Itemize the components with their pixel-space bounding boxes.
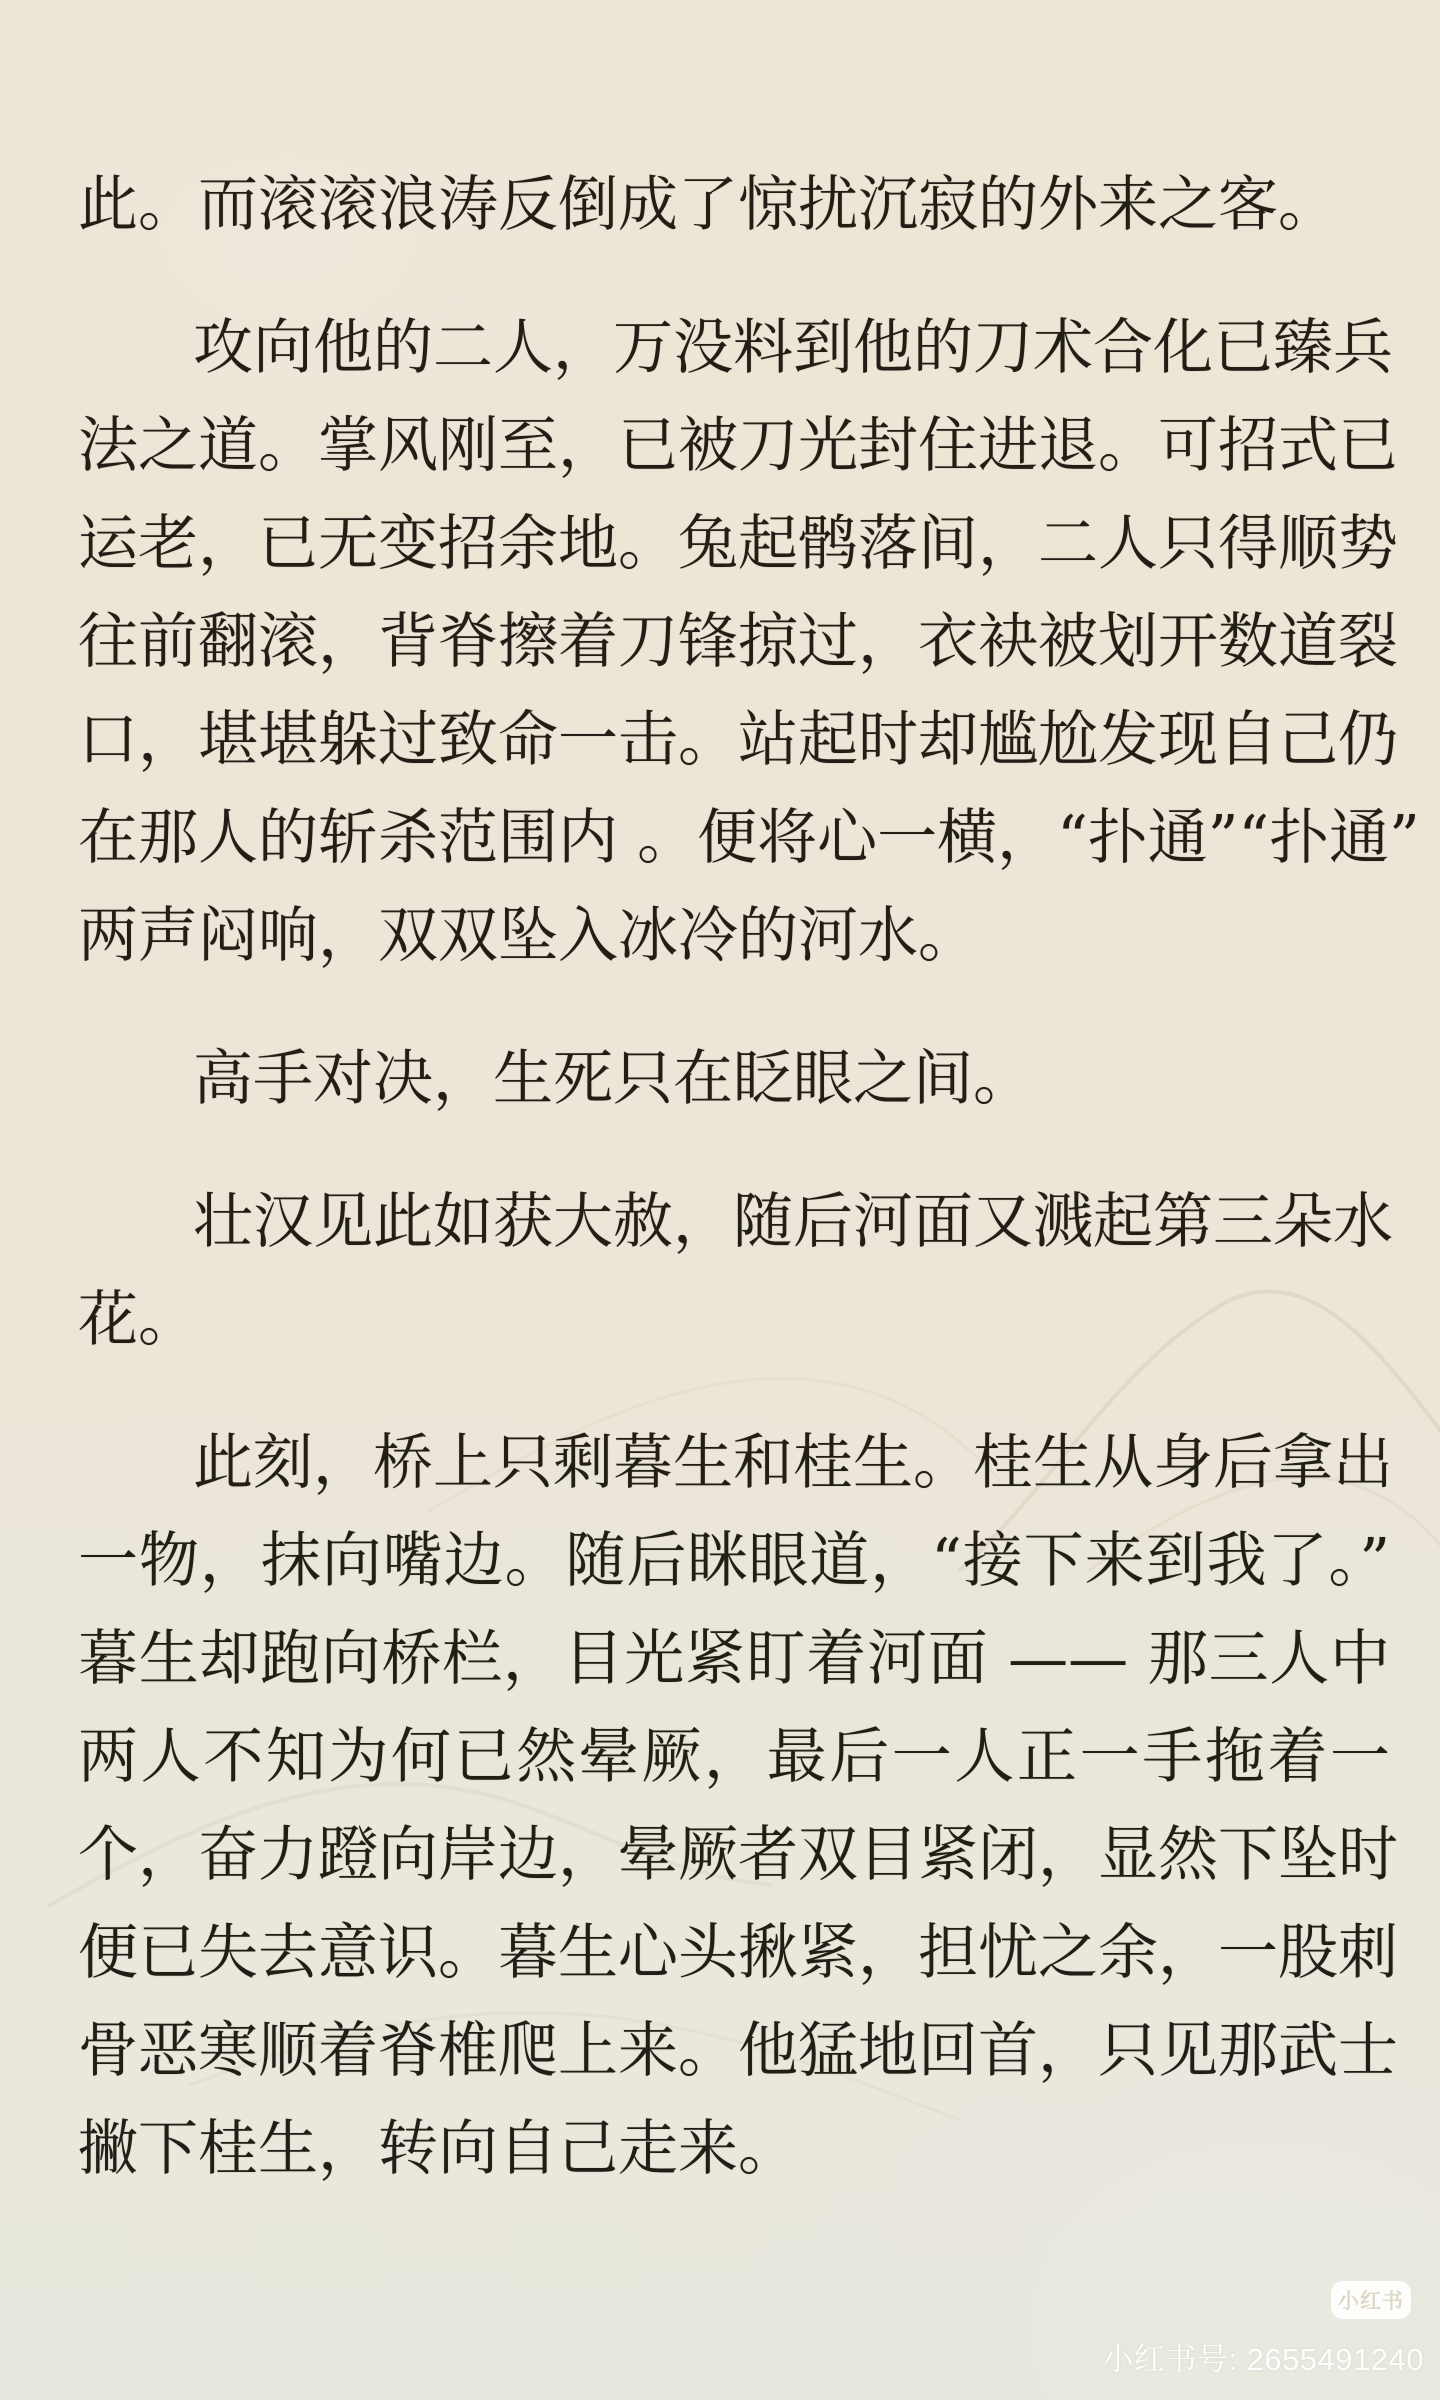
text-line: 口，堪堪躲过致命一击。站起时却尴尬发现自己仍 [78, 705, 1398, 775]
paragraph [78, 1414, 1398, 2198]
text-line: 花。 [78, 1285, 198, 1355]
xiaohongshu-badge-label: 小红书 [1338, 2290, 1404, 2313]
xiaohongshu-badge [1331, 2281, 1411, 2319]
text-line: 攻向他的二人，万没料到他的刀术合化已臻兵 [193, 313, 1393, 383]
text-line: 壮汉见此如获大赦，随后河面又溅起第三朵水 [193, 1187, 1393, 1257]
paragraph [78, 1030, 1390, 1128]
text-line: 两人不知为何已然晕厥，最后一人正一手拖着一 [78, 1722, 1390, 1792]
text-line: 此刻，桥上只剩暮生和桂生。桂生从身后拿出 [193, 1428, 1393, 1498]
text-line: 运老，已无变招余地。兔起鹘落间，二人只得顺势 [78, 509, 1398, 579]
text-line: 在那人的斩杀范围内 。便将心一横，“扑通”“扑通” [78, 803, 1420, 873]
text-line: 往前翻滚，背脊擦着刀锋掠过，衣袂被划开数道裂 [78, 607, 1398, 677]
text-line: 此。而滚滚浪涛反倒成了惊扰沉寂的外来之客。 [78, 170, 1338, 240]
text-line: 个，奋力蹬向岸边，晕厥者双目紧闭，显然下坠时 [78, 1820, 1398, 1890]
text-line: 骨恶寒顺着脊椎爬上来。他猛地回首，只见那武士 [78, 2016, 1398, 2086]
text-line: 便已失去意识。暮生心头揪紧，担忧之余，一股刺 [78, 1918, 1398, 1988]
text-line: 高手对决，生死只在眨眼之间。 [193, 1044, 1033, 1114]
text-line: 一物，抹向嘴边。随后眯眼道，“接下来到我了。” [78, 1526, 1390, 1596]
paragraph [78, 156, 1390, 254]
paragraph [78, 299, 1420, 985]
text-line: 暮生却跑向桥栏，目光紧盯着河面 —— 那三人中 [78, 1624, 1390, 1694]
text-line: 法之道。掌风刚至，已被刀光封住进退。可招式已 [78, 411, 1398, 481]
xiaohongshu-account-id: 小红书号: 2655491240 [1102, 2342, 1424, 2377]
text-line: 撇下桂生，转向自己走来。 [78, 2114, 798, 2184]
text-line: 两声闷响，双双坠入冰冷的河水。 [78, 901, 978, 971]
paragraph [78, 1173, 1393, 1369]
